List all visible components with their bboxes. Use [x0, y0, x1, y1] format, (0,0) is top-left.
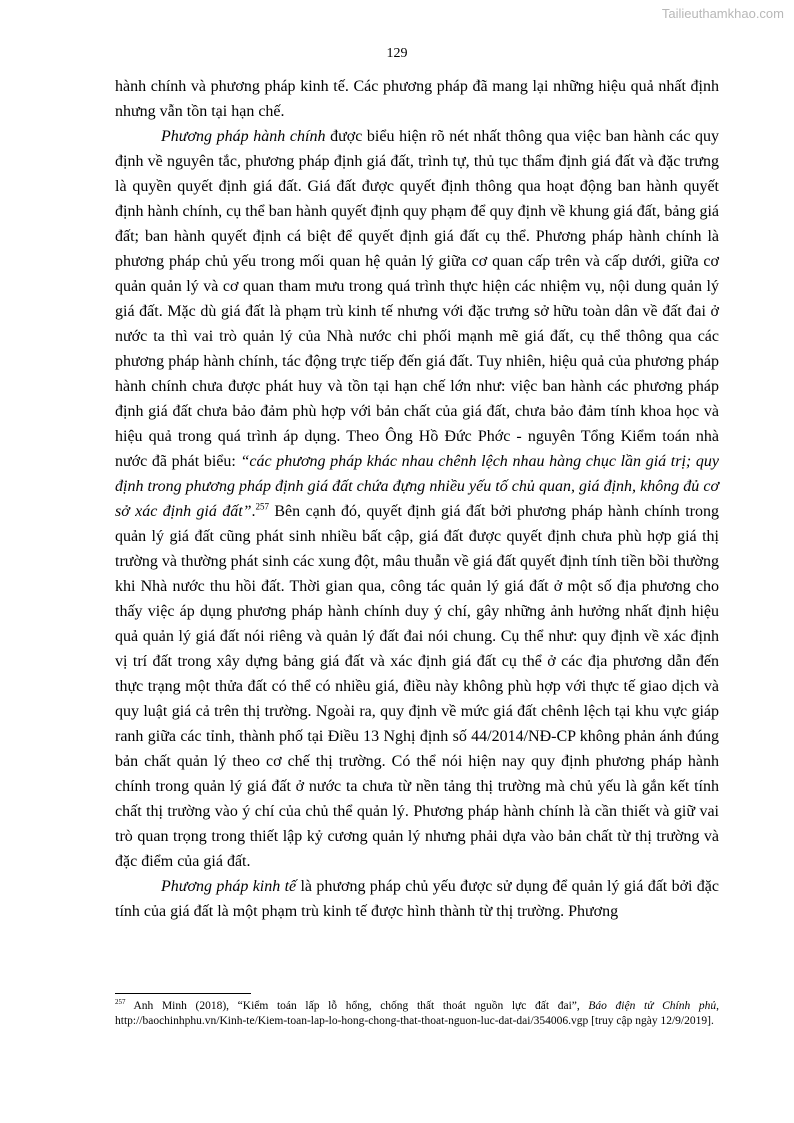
footnote-ref: 257 — [255, 501, 270, 512]
footnote-number: 257 — [115, 998, 126, 1007]
footnote-text-b: , http://baochinhphu.vn/Kinh-te/Kiem-toan-lap-lo-hong-chong-that-thoat-nguon-luc-dat-dai/354006.vgp [truy cập ngày 12/9/2019]. — [115, 1000, 719, 1027]
footnote-source: Báo điện tử Chính phủ — [588, 1000, 717, 1012]
footnote-divider — [115, 993, 251, 994]
paragraph-2-lead: Phương pháp hành chính — [161, 128, 326, 145]
quote: “các phương pháp khác nhau chênh lệch nhau hàng chục lần giá trị; quy định trong phương pháp định giá đất chứa đựng nhiều yếu tố chủ quan, giá định, không đủ cơ sở xác định giá đất” — [115, 453, 720, 520]
paragraph-2-text-c: Bên cạnh đó, quyết định giá đất bởi phương pháp hành chính trong quản lý giá đất cũng phát sinh nhiều bất cập, giá đất được quyết định chưa phù hợp giá thị trường và thường phát sinh các xung đột, mâu thuẫn về giá đất quyết định tính tiền bồi thường khi Nhà nước thu hồi đất. Thời gian qua, công tác quản lý giá đất ở một số địa phương cho thấy việc áp dụng phương pháp hành chính duy ý chí, gây những ảnh hưởng nhất định hiệu quả quản lý giá đất nói riêng và quản lý đất đai nói chung. Cụ thể như: quy định về xác định vị trí đất trong xây dựng bảng giá đất và xác định giá đất cụ thể ở các địa phương dẫn đến thực trạng một thửa đất có thể có nhiều giá, điều này không phù hợp với thực tế giao dịch và quy luật giá cả trên thị trường. Ngoài ra, quy định về mức giá đất chênh lệch tại khu vực giáp ranh giữa các tỉnh, thành phố tại Điều 13 Nghị định số 44/2014/NĐ-CP không phản ánh đúng bản chất quản lý theo cơ chế thị trường. Có thể nói hiện nay quy định phương pháp hành chính trong quản lý giá đất ở nước ta chưa từ nền tảng thị trường mà chủ yếu là gắn kết tính chất thị trường vào ý chí của chủ thể quản lý. Phương pháp hành chính là cần thiết và giữ vai trò quan trọng trong thiết lập kỷ cương quản lý nhưng phải dựa vào bản chất từ thị trường và đặc điểm của giá đất. — [115, 503, 720, 870]
paragraph-1: hành chính và phương pháp kinh tế. Các phương pháp đã mang lại những hiệu quả nhất định nhưng vẫn tồn tại hạn chế. — [115, 78, 719, 120]
paragraph-2 — [115, 124, 719, 874]
watermark: Tailieuthamkhao.com — [661, 6, 784, 21]
paragraph-2-text-b: . — [251, 503, 256, 520]
footnote-text-a: Anh Minh (2018), “Kiểm toán lấp lỗ hổng, chống thất thoát nguồn lực đất đai”, — [125, 1000, 589, 1012]
paragraph-2-text-a: được biểu hiện rõ nét nhất thông qua việc ban hành các quy định về nguyên tắc, phương pháp định giá đất, trình tự, thủ tục thẩm định giá đất và đặc trưng là quyền quyết định giá đất. Giá đất được quyết định thông qua hoạt động ban hành quyết định hành chính, cụ thể ban hành quyết định quy phạm để quy định về khung giá đất, bảng giá đất; ban hành quyết định cá biệt để quyết định giá đất cụ thể. Phương pháp hành chính là phương pháp chủ yếu trong mối quan hệ quản lý giữa cơ quan cấp trên và cấp dưới, giữa cơ quản quản lý và cơ quan tham mưu trong quá trình thực hiện các nhiệm vụ, nội dung quản lý giá đất. Mặc dù giá đất là phạm trù kinh tế nhưng với đặc trưng sở hữu toàn dân về đất đai ở nước ta thì vai trò quản lý của Nhà nước chi phối mạnh mẽ giá đất, cụ thể thông qua các phương pháp hành chính, tác động trực tiếp đến giá đất. Tuy nhiên, hiệu quả của phương pháp hành chính chưa được phát huy và tồn tại hạn chế lớn như: việc ban hành các phương pháp định giá đất chưa bảo đảm phù hợp với bản chất của giá đất, chưa bảo đảm tính khoa học và hiệu quả trong quá trình áp dụng. Theo Ông Hồ Đức Phớc - nguyên Tổng Kiểm toán nhà nước đã phát biểu: — [115, 128, 719, 470]
paragraph-3-lead: Phương pháp kinh tế — [161, 878, 297, 895]
paragraph-3 — [115, 874, 719, 924]
body-text — [115, 74, 719, 924]
footnote — [115, 999, 719, 1029]
paragraph-3-text: là phương pháp chủ yếu được sử dụng để quản lý giá đất bởi đặc tính của giá đất là một phạm trù kinh tế được hình thành từ thị trường. Phương — [115, 878, 720, 920]
page-number: 129 — [386, 46, 408, 61]
